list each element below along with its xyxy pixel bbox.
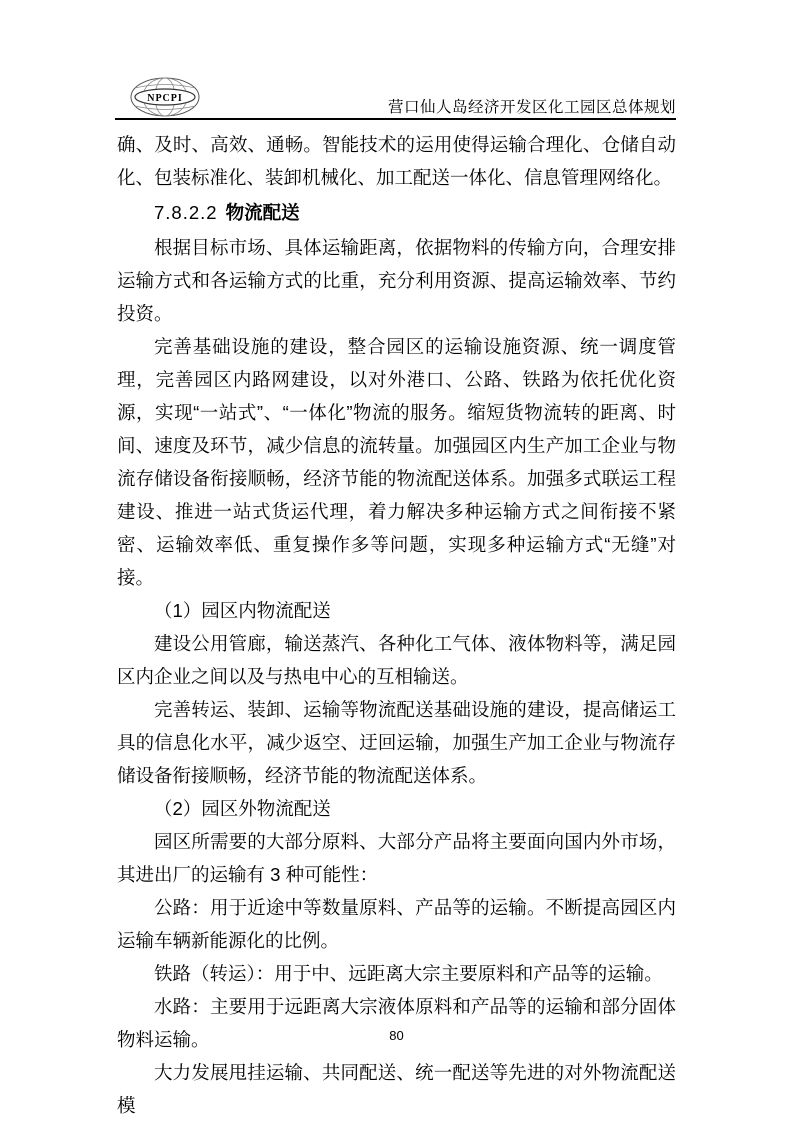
- page-footer: [0, 1028, 793, 1043]
- page-number: 80: [389, 1028, 404, 1043]
- paragraph: 完善转运、装卸、运输等物流配送基础设施的建设，提高储运工具的信息化水平，减少返空、迂回运输，加强生产加工企业与物流存储设备衔接顺畅，经济节能的物流配送体系。: [117, 699, 676, 786]
- paragraph: 公路：用于近途中等数量原料、产品等的运输。不断提高园区内运输车辆新能源化的比例。: [117, 897, 676, 951]
- npcpi-globe-logo-icon: [129, 76, 201, 118]
- page-header: [115, 74, 676, 120]
- paragraph: 建设公用管廊，输送蒸汽、各种化工气体、液体物料等，满足园区内企业之间以及与热电中心的互相输送。: [117, 633, 676, 687]
- list-item-heading: （2）园区外物流配送: [154, 798, 331, 819]
- paragraph: 园区所需要的大部分原料、大部分产品将主要面向国内外市场，其进出厂的运输有 3 种可能性：: [117, 831, 676, 885]
- paragraph: 铁路（转运）：用于中、远距离大宗主要原料和产品等的运输。: [154, 963, 663, 984]
- section-heading-number: 7.8.2.2: [154, 202, 218, 223]
- paragraph: 水路：主要用于远距离大宗液体原料和产品等的运输和部分固体物料运输。: [117, 996, 676, 1050]
- document-title: 营口仙人岛经济开发区化工园区总体规划: [387, 99, 676, 116]
- list-item-heading: （1）园区内物流配送: [154, 600, 331, 621]
- paragraph-continuation: 确、及时、高效、通畅。智能技术的运用使得运输合理化、仓储自动化、包装标准化、装卸机械化、加工配送一体化、信息管理网络化。: [117, 134, 676, 188]
- section-heading-label: 物流配送: [225, 202, 300, 223]
- logo-text: NPCPI: [147, 93, 183, 104]
- paragraph: 根据目标市场、具体运输距离，依据物料的传输方向，合理安排运输方式和各运输方式的比重，充分利用资源、提高运输效率、节约投资。: [117, 237, 676, 324]
- paragraph: 大力发展甩挂运输、共同配送、统一配送等先进的对外物流配送模: [117, 1062, 676, 1116]
- document-body: [117, 128, 676, 1122]
- paragraph: 完善基础设施的建设，整合园区的运输设施资源、统一调度管理，完善园区内路网建设，以对外港口、公路、铁路为依托优化资源，实现“一站式”、“一体化”物流的服务。缩短货物流转的距离、时间、速度及环节，减少信息的流转量。加强园区内生产加工企业与物流存储设备衔接顺畅，经济节能的物流配送体系。加强多式联运工程建设、推进一站式货运代理，着力解决多种运输方式之间衔接不紧密、运输效率低、重复操作多等问题，实现多种运输方式“无缝”对接。: [117, 336, 676, 588]
- section-heading: [117, 196, 676, 229]
- header-divider: [115, 118, 676, 120]
